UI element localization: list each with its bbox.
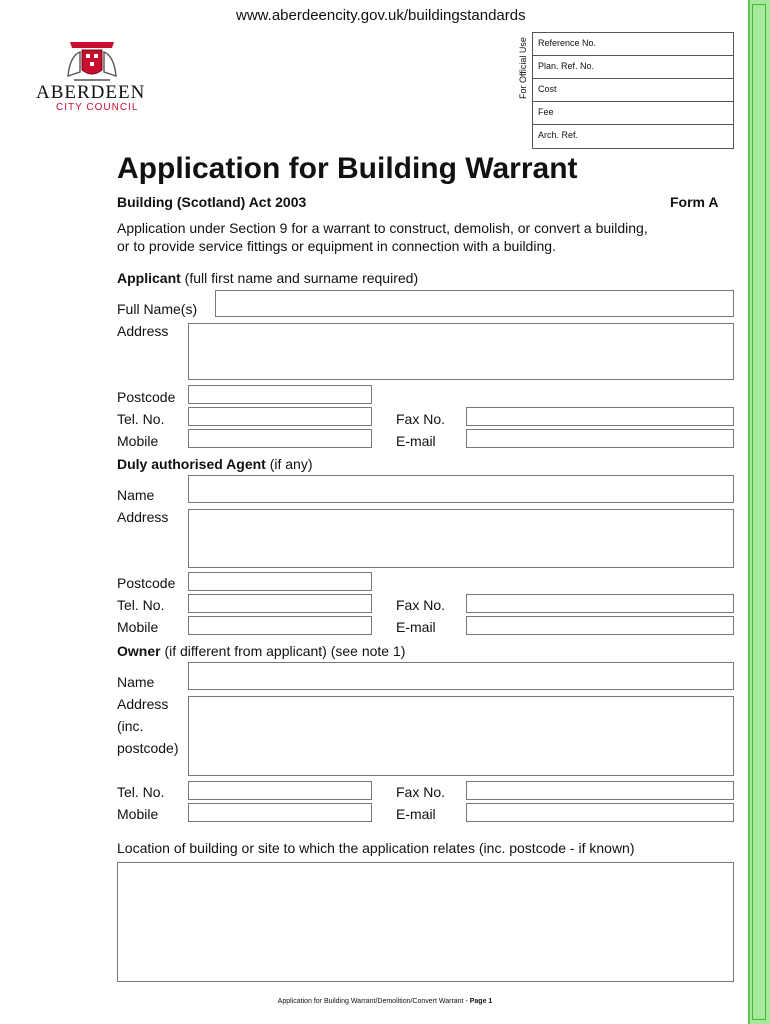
intro-line-1: Application under Section 9 for a warrant to construct, demolish, or convert a building,	[117, 220, 648, 236]
applicant-email-label: E-mail	[396, 433, 436, 449]
official-use-table	[532, 32, 734, 149]
agent-fax-label: Fax No.	[396, 597, 446, 613]
applicant-fax-label: Fax No.	[396, 411, 446, 427]
applicant-postcode-label: Postcode	[117, 389, 176, 405]
applicant-fax-input[interactable]	[466, 407, 734, 426]
applicant-mobile-label: Mobile	[117, 433, 159, 449]
agent-name-label: Name	[117, 487, 155, 503]
council-name: ABERDEEN	[36, 82, 146, 103]
applicant-full-name-input[interactable]	[215, 290, 734, 317]
location-label: Location of building or site to which the application relates (inc. postcode - if known)	[117, 840, 635, 856]
owner-heading: Owner (if different from applicant) (see note 1)	[117, 643, 406, 659]
owner-tel-label: Tel. No.	[117, 784, 165, 800]
owner-fax-label: Fax No.	[396, 784, 446, 800]
act-reference: Building (Scotland) Act 2003	[117, 194, 307, 210]
applicant-postcode-input[interactable]	[188, 385, 372, 404]
owner-address-label-inc: (inc.	[117, 718, 144, 734]
agent-tel-label: Tel. No.	[117, 597, 165, 613]
agent-address-label: Address	[117, 509, 169, 525]
applicant-address-label: Address	[117, 323, 169, 339]
official-fee-field: Fee	[533, 102, 733, 125]
agent-fax-input[interactable]	[466, 594, 734, 613]
website-url[interactable]: www.aberdeencity.gov.uk/buildingstandards	[236, 7, 526, 24]
applicant-address-input[interactable]	[188, 323, 734, 380]
page-footer: Application for Building Warrant/Demolition/Convert Warrant - Page 1	[277, 998, 493, 1005]
location-input[interactable]	[117, 862, 734, 982]
intro-line-2: or to provide service fittings or equipment in connection with a building.	[117, 238, 556, 254]
owner-address-label-postcode: postcode)	[117, 740, 179, 756]
agent-name-input[interactable]	[188, 475, 734, 503]
official-arch-ref-field: Arch. Ref.	[538, 130, 579, 140]
applicant-tel-label: Tel. No.	[117, 411, 165, 427]
form-label: Form A	[670, 194, 719, 210]
applicant-mobile-input[interactable]	[188, 429, 372, 448]
owner-mobile-input[interactable]	[188, 803, 372, 822]
owner-name-label: Name	[117, 674, 155, 690]
agent-postcode-label: Postcode	[117, 575, 176, 591]
agent-email-label: E-mail	[396, 619, 436, 635]
applicant-heading: Applicant (full first name and surname required)	[117, 270, 419, 286]
official-cost-field: Cost	[533, 79, 733, 102]
applicant-tel-input[interactable]	[188, 407, 372, 426]
owner-address-label: Address	[117, 696, 169, 712]
page-title: Application for Building Warrant	[117, 152, 578, 185]
owner-name-input[interactable]	[188, 662, 734, 690]
official-plan-ref-field: Plan. Ref. No.	[533, 56, 733, 79]
official-reference-field: Reference No.	[533, 33, 733, 56]
agent-email-input[interactable]	[466, 616, 734, 635]
agent-heading: Duly authorised Agent (if any)	[117, 456, 313, 472]
owner-email-input[interactable]	[466, 803, 734, 822]
council-subtitle: CITY COUNCIL	[56, 102, 139, 113]
agent-address-input[interactable]	[188, 509, 734, 568]
owner-fax-input[interactable]	[466, 781, 734, 800]
owner-mobile-label: Mobile	[117, 806, 159, 822]
agent-mobile-input[interactable]	[188, 616, 372, 635]
owner-address-input[interactable]	[188, 696, 734, 776]
sidebar-green-inner	[752, 4, 766, 1020]
council-crest-logo	[60, 36, 124, 82]
applicant-email-input[interactable]	[466, 429, 734, 448]
agent-mobile-label: Mobile	[117, 619, 159, 635]
owner-email-label: E-mail	[396, 806, 436, 822]
agent-tel-input[interactable]	[188, 594, 372, 613]
owner-tel-input[interactable]	[188, 781, 372, 800]
official-use-label: For Official Use	[518, 37, 528, 99]
agent-postcode-input[interactable]	[188, 572, 372, 591]
applicant-full-name-label: Full Name(s)	[117, 301, 198, 317]
